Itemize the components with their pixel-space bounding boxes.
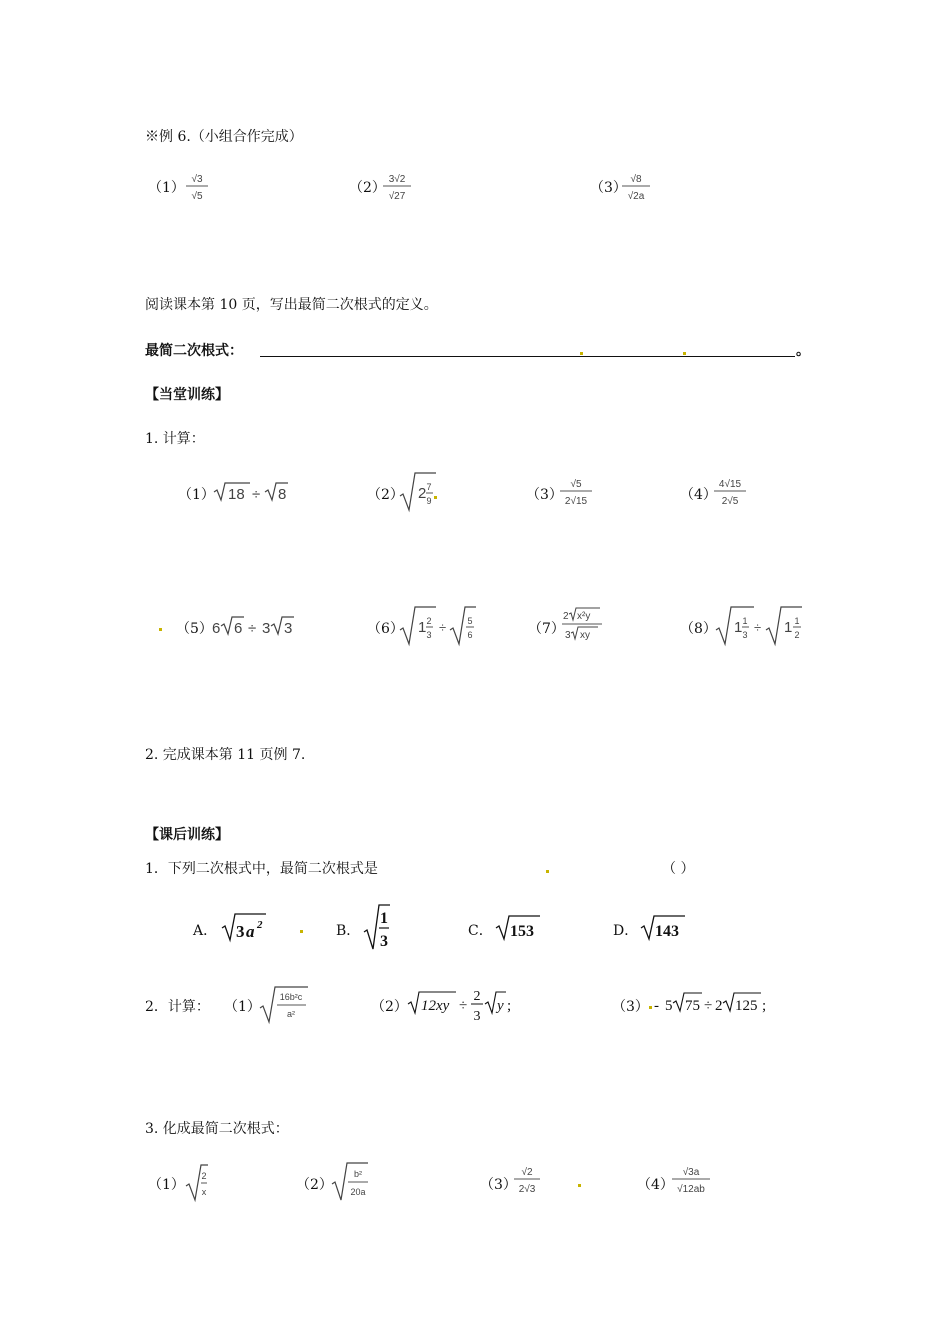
example6-item2-fraction	[381, 170, 413, 206]
example6-item1-den: √5	[191, 191, 203, 202]
option-b-expr	[362, 902, 392, 952]
option-c-radicand: 153	[510, 923, 534, 940]
item8-whole-2: 1	[784, 619, 793, 636]
item3-num: √5	[570, 479, 582, 490]
in-class-q2: 2. 完成课本第 11 页例 7.	[145, 747, 306, 763]
marker-dot	[300, 930, 303, 933]
option-a-var: a	[246, 922, 255, 941]
item1-radicand-a: 18	[228, 486, 245, 503]
item8-operator: ÷	[754, 620, 762, 635]
item6-whole: 1	[418, 619, 427, 636]
option-a-label: A．	[193, 923, 218, 939]
option-d-expr	[639, 912, 687, 942]
item2-num: 7	[426, 482, 432, 492]
item3-den: 2√15	[564, 496, 588, 507]
in-class-item2-label: （2）	[367, 487, 404, 503]
option-b-den: 3	[380, 933, 388, 950]
after-class-q2-p1-expr	[258, 984, 310, 1026]
q3-p3-den: 2√3	[518, 1184, 536, 1195]
marker-dot	[578, 1184, 581, 1187]
after-class-q3-p4-label: （4）	[637, 1177, 674, 1193]
q2-p3-coef-1: 5	[665, 998, 673, 1014]
definition-label: 最简二次根式：	[145, 343, 243, 359]
item8-num-2: 1	[794, 616, 800, 626]
item2-whole: 2	[418, 485, 427, 502]
item7-num-coef: 2	[563, 611, 569, 622]
option-c-expr	[494, 912, 542, 942]
option-a-expr	[220, 910, 270, 944]
in-class-heading: 【当堂训练】	[145, 387, 229, 403]
option-a-exp: 2	[257, 919, 263, 931]
example6-item1-label: （1）	[148, 180, 185, 196]
q3-p3-num: √2	[521, 1167, 533, 1178]
in-class-item3-label: （3）	[526, 487, 563, 503]
q2-p3-end: ;	[762, 998, 767, 1014]
q2-p1-den: a²	[286, 1009, 296, 1019]
in-class-item8-expr	[714, 604, 802, 648]
example6-item3-fraction	[620, 170, 652, 206]
in-class-item5-expr	[212, 612, 296, 640]
item8-whole-1: 1	[734, 619, 743, 636]
in-class-item6-label: （6）	[367, 621, 404, 637]
in-class-item1-expr	[212, 478, 292, 506]
after-class-q3-p1-label: （1）	[148, 1177, 185, 1193]
after-class-q1-answer-paren[interactable]: （ ）	[662, 861, 695, 877]
after-class-q3-p3-label: （3）	[480, 1177, 517, 1193]
marker-dot	[434, 496, 437, 499]
q3-p2-den: 20a	[350, 1187, 366, 1197]
example6-item3-num: √8	[630, 174, 642, 185]
item5-radicand-2: 3	[284, 620, 293, 637]
item2-den: 9	[426, 496, 432, 506]
after-class-q2-p2-label: （2）	[371, 999, 408, 1015]
item8-den-1: 3	[742, 630, 748, 640]
definition-end-mark: 。	[796, 343, 810, 359]
item1-operator: ÷	[252, 486, 261, 503]
example6-item2-den: √27	[388, 191, 406, 202]
option-b-label: B．	[336, 923, 361, 939]
q2-p2-radicand-2: y	[497, 998, 504, 1014]
in-class-item4-fraction	[712, 476, 748, 510]
q3-p2-num: b²	[353, 1169, 363, 1179]
in-class-q1-label: 1. 计算：	[145, 431, 205, 447]
marker-dot	[683, 352, 686, 355]
option-d-label: D．	[613, 923, 639, 939]
example6-item1-fraction	[184, 170, 210, 206]
after-class-q3-p2-label: （2）	[296, 1177, 333, 1193]
example6-item2-label: （2）	[349, 180, 386, 196]
after-class-q3-p3-fraction	[512, 1164, 542, 1198]
item5-coef-2: 3	[262, 620, 271, 637]
q2-p1-num: 16b²c	[279, 992, 303, 1002]
item7-num-radicand: x²y	[577, 611, 591, 622]
reading-instruction: 阅读课本第 10 页，写出最简二次根式的定义。	[145, 297, 438, 313]
after-class-q2-p3-expr	[654, 990, 772, 1018]
item6-num-1: 2	[426, 616, 432, 626]
in-class-item5-label: （5）	[176, 621, 213, 637]
in-class-item6-expr	[398, 604, 478, 648]
item6-operator: ÷	[439, 620, 447, 635]
in-class-item2-expr	[398, 470, 438, 514]
example6-title: ※例 6.（小组合作完成）	[145, 129, 303, 145]
definition-blank[interactable]	[260, 356, 795, 357]
item6-den-2: 6	[467, 630, 473, 640]
marker-dot	[649, 1006, 652, 1009]
after-class-q2-label: 2．计算：	[145, 999, 210, 1015]
after-class-q3-p2-expr	[330, 1160, 372, 1204]
after-class-q3-label: 3. 化成最简二次根式：	[145, 1121, 289, 1137]
marker-dot	[580, 352, 583, 355]
q2-p3-coef-2: 2	[715, 998, 723, 1014]
item7-den-coef: 3	[565, 630, 571, 641]
q3-p4-den: √12ab	[677, 1184, 705, 1195]
q3-p1-num: 2	[201, 1171, 207, 1181]
item6-num-2: 5	[467, 616, 473, 626]
in-class-item4-label: （4）	[680, 487, 717, 503]
item4-den: 2√5	[721, 496, 739, 507]
q2-p2-operator: ÷	[459, 998, 468, 1014]
in-class-item7-fraction	[560, 606, 604, 644]
q2-p3-radicand-1: 75	[685, 998, 700, 1014]
after-class-q3-p1-expr	[184, 1162, 210, 1204]
q3-p1-den: x	[201, 1187, 207, 1197]
option-d-radicand: 143	[655, 923, 679, 940]
in-class-item1-label: （1）	[178, 487, 215, 503]
q2-p3-operator: ÷	[704, 998, 713, 1014]
after-class-q2-p3-label: （3）	[612, 999, 649, 1015]
item1-radicand-b: 8	[278, 486, 287, 503]
marker-dot	[546, 870, 549, 873]
example6-item3-label: （3）	[590, 180, 627, 196]
q2-p3-sign: -	[654, 998, 659, 1014]
after-class-q2-p1-label: （1）	[224, 999, 261, 1015]
in-class-item3-fraction	[558, 476, 594, 510]
example6-item2-num: 3√2	[388, 174, 406, 185]
item5-operator: ÷	[248, 620, 257, 637]
q2-p3-radicand-2: 125	[735, 998, 758, 1014]
after-class-q2-p2-expr	[406, 982, 516, 1026]
in-class-item7-label: （7）	[528, 621, 565, 637]
q2-p2-num: 2	[473, 989, 481, 1004]
example6-item3-den: √2a	[627, 191, 645, 202]
in-class-item8-label: （8）	[680, 621, 717, 637]
after-class-q1-text: 1．下列二次根式中，最简二次根式是	[145, 861, 378, 877]
q2-p2-end: ;	[507, 998, 512, 1014]
q3-p4-num: √3a	[682, 1167, 700, 1178]
item5-coef-1: 6	[212, 620, 221, 637]
option-c-label: C．	[468, 923, 493, 939]
after-class-q3-p4-fraction	[670, 1164, 712, 1198]
example6-item1-num: √3	[191, 174, 203, 185]
marker-dot	[159, 628, 162, 631]
q2-p2-den: 3	[473, 1009, 481, 1024]
after-class-heading: 【课后训练】	[145, 827, 229, 843]
item5-radicand-1: 6	[234, 620, 243, 637]
option-a-coef: 3	[236, 922, 245, 941]
option-b-num: 1	[380, 910, 388, 927]
item4-num: 4√15	[718, 479, 742, 490]
item6-den-1: 3	[426, 630, 432, 640]
item8-num-1: 1	[742, 616, 748, 626]
item8-den-2: 2	[794, 630, 800, 640]
item7-den-radicand: xy	[580, 630, 590, 641]
q2-p2-radicand-1: 12xy	[421, 998, 450, 1014]
